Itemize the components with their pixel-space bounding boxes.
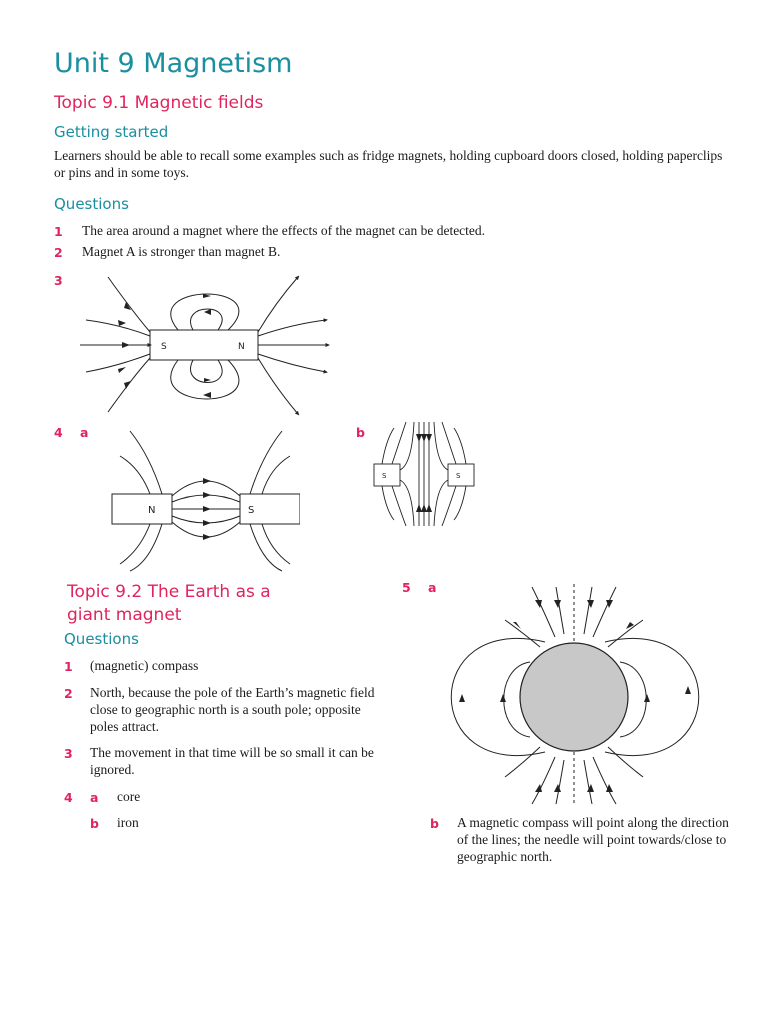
unit-title: Unit 9 Magnetism bbox=[54, 48, 293, 79]
t2-answer-4a-letter: a bbox=[90, 790, 99, 805]
t2-answer-2-number: 2 bbox=[64, 686, 73, 701]
q4b-letter: b bbox=[356, 425, 365, 440]
topic-9-2-title-line2: giant magnet bbox=[67, 605, 182, 625]
q4b-left-label: S bbox=[382, 472, 387, 480]
attracting-magnets-diagram bbox=[110, 426, 300, 576]
t2-answer-4b-text: iron bbox=[117, 815, 139, 830]
questions-heading-9-2: Questions bbox=[64, 630, 139, 648]
q5b-text: A magnetic compass will point along the direction of the lines; the needle will point towards/close to geographic north. bbox=[457, 815, 729, 864]
magnet-s-left bbox=[374, 464, 400, 486]
answer-3-number: 3 bbox=[54, 273, 63, 288]
topic-9-2-title-line1: Topic 9.2 The Earth as a bbox=[67, 582, 271, 602]
getting-started-text: Learners should be able to recall some examples such as fridge magnets, holding cupboard doors closed, holding paperclips or pins and in some toys. bbox=[54, 148, 723, 180]
t2-answer-4b-letter: b bbox=[90, 816, 99, 831]
t2-answer-1-number: 1 bbox=[64, 659, 73, 674]
answer-1-text: The area around a magnet where the effects of the magnet can be detected. bbox=[82, 223, 486, 238]
magnet-s-right bbox=[448, 464, 474, 486]
t2-answer-4-number: 4 bbox=[64, 790, 73, 805]
q5a-letter: a bbox=[428, 580, 437, 595]
t2-answer-3-text: The movement in that time will be so small it can be ignored. bbox=[90, 745, 374, 777]
questions-heading-9-1: Questions bbox=[54, 195, 129, 213]
t2-answer-4a-text: core bbox=[117, 789, 141, 804]
q3-north-label: N bbox=[238, 342, 245, 352]
t2-answer-2-text: North, because the pole of the Earth’s magnetic field close to geographic north is a south pole; opposite poles attract. bbox=[90, 685, 375, 734]
topic-9-1-title: Topic 9.1 Magnetic fields bbox=[54, 93, 264, 113]
magnet-n bbox=[112, 494, 172, 524]
q4a-letter: a bbox=[80, 425, 89, 440]
q4a-north-label: N bbox=[148, 505, 156, 516]
t2-answer-3-number: 3 bbox=[64, 746, 73, 761]
answer-1-number: 1 bbox=[54, 224, 63, 239]
earth-globe bbox=[520, 643, 628, 751]
q4b-right-label: S bbox=[456, 472, 461, 480]
repelling-magnets-diagram bbox=[372, 420, 477, 528]
bar-magnet-field-diagram bbox=[78, 272, 338, 422]
q5b-letter: b bbox=[430, 816, 439, 831]
q3-south-label: S bbox=[161, 342, 167, 352]
q5-number: 5 bbox=[402, 580, 411, 595]
q4-number: 4 bbox=[54, 425, 63, 440]
getting-started-heading: Getting started bbox=[54, 123, 169, 141]
earth-magnetic-field-diagram bbox=[450, 582, 700, 807]
answer-2-number: 2 bbox=[54, 245, 63, 260]
t2-answer-1-text: (magnetic) compass bbox=[90, 658, 199, 673]
answer-2-text: Magnet A is stronger than magnet B. bbox=[82, 244, 281, 259]
q4a-south-label: S bbox=[248, 505, 255, 516]
